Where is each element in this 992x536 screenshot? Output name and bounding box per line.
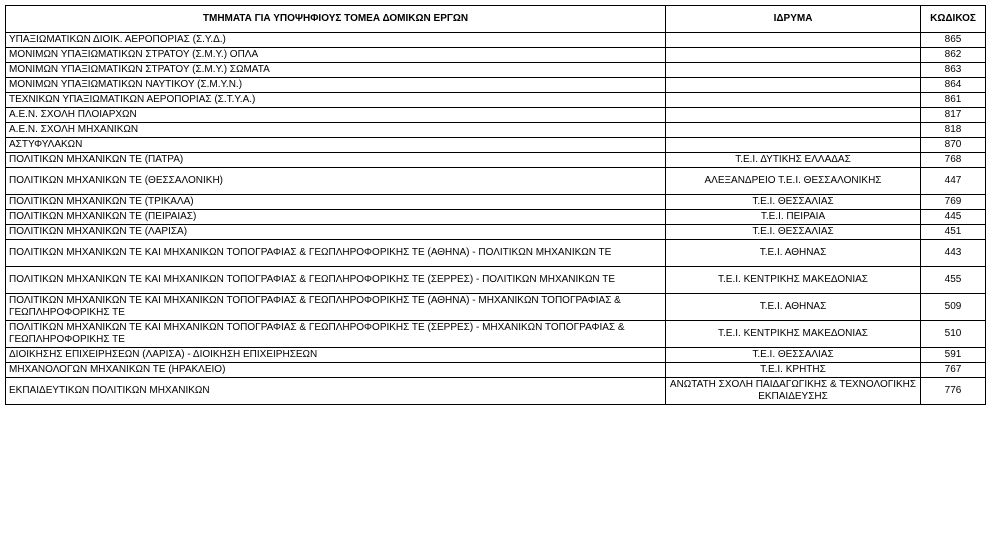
code-cell: 443 (921, 240, 986, 267)
table-row (6, 33, 986, 48)
institution-cell: Τ.Ε.Ι. ΚΕΝΤΡΙΚΗΣ ΜΑΚΕΔΟΝΙΑΣ (666, 321, 921, 348)
code-cell: 776 (921, 378, 986, 405)
code-cell: 865 (921, 33, 986, 48)
code-cell: 767 (921, 363, 986, 378)
code-cell: 451 (921, 225, 986, 240)
code-cell: 861 (921, 93, 986, 108)
code-cell: 510 (921, 321, 986, 348)
department-cell: ΜΟΝΙΜΩΝ ΥΠΑΞΙΩΜΑΤΙΚΩΝ ΣΤΡΑΤΟΥ (Σ.Μ.Υ.) ΣΩΜΑΤΑ (6, 63, 666, 78)
header-row (6, 6, 986, 33)
department-cell: ΥΠΑΞΙΩΜΑΤΙΚΩΝ ΔΙΟΙΚ. ΑΕΡΟΠΟΡΙΑΣ (Σ.Υ.Δ.) (6, 33, 666, 48)
institution-cell (666, 138, 921, 153)
table-row (6, 210, 986, 225)
institution-cell (666, 33, 921, 48)
table-row (6, 123, 986, 138)
department-cell: ΤΕΧΝΙΚΩΝ ΥΠΑΞΙΩΜΑΤΙΚΩΝ ΑΕΡΟΠΟΡΙΑΣ (Σ.Τ.Υ.Α.) (6, 93, 666, 108)
institution-cell (666, 48, 921, 63)
institution-cell: Τ.Ε.Ι. ΚΕΝΤΡΙΚΗΣ ΜΑΚΕΔΟΝΙΑΣ (666, 267, 921, 294)
department-cell: ΠΟΛΙΤΙΚΩΝ ΜΗΧΑΝΙΚΩΝ ΤΕ ΚΑΙ ΜΗΧΑΝΙΚΩΝ ΤΟΠΟΓΡΑΦΙΑΣ & ΓΕΩΠΛΗΡΟΦΟΡΙΚΗΣ ΤΕ (ΑΘΗΝΑ) - ΜΗΧΑΝΙΚΩΝ ΤΟΠΟΓΡΑΦΙΑΣ & ΓΕΩΠΛΗΡΟΦΟΡΙΚΗΣ ΤΕ (6, 294, 666, 321)
header-department: ΤΜΗΜΑΤΑ ΓΙΑ ΥΠΟΨΗΦΙΟΥΣ ΤΟΜΕΑ ΔΟΜΙΚΩΝ ΕΡΓΩΝ (6, 6, 666, 33)
code-cell: 818 (921, 123, 986, 138)
code-cell: 870 (921, 138, 986, 153)
department-cell: ΜΟΝΙΜΩΝ ΥΠΑΞΙΩΜΑΤΙΚΩΝ ΣΤΡΑΤΟΥ (Σ.Μ.Υ.) ΟΠΛΑ (6, 48, 666, 63)
department-cell: ΔΙΟΙΚΗΣΗΣ ΕΠΙΧΕΙΡΗΣΕΩΝ (ΛΑΡΙΣΑ) - ΔΙΟΙΚΗΣΗ ΕΠΙΧΕΙΡΗΣΕΩΝ (6, 348, 666, 363)
institution-cell (666, 123, 921, 138)
table-row (6, 138, 986, 153)
table-row (6, 378, 986, 405)
table-row (6, 240, 986, 267)
table-row (6, 153, 986, 168)
header-code: ΚΩΔΙΚΟΣ (921, 6, 986, 33)
table-row (6, 348, 986, 363)
institution-cell: Τ.Ε.Ι. ΔΥΤΙΚΗΣ ΕΛΛΑΔΑΣ (666, 153, 921, 168)
table-row (6, 294, 986, 321)
institution-cell: Τ.Ε.Ι. ΘΕΣΣΑΛΙΑΣ (666, 225, 921, 240)
table-row (6, 363, 986, 378)
institution-cell: ΑΛΕΞΑΝΔΡΕΙΟ Τ.Ε.Ι. ΘΕΣΣΑΛΟΝΙΚΗΣ (666, 168, 921, 195)
table-row (6, 267, 986, 294)
table-row (6, 321, 986, 348)
code-cell: 455 (921, 267, 986, 294)
institution-cell: Τ.Ε.Ι. ΘΕΣΣΑΛΙΑΣ (666, 195, 921, 210)
departments-table (5, 5, 986, 405)
department-cell: ΕΚΠΑΙΔΕΥΤΙΚΩΝ ΠΟΛΙΤΙΚΩΝ ΜΗΧΑΝΙΚΩΝ (6, 378, 666, 405)
code-cell: 447 (921, 168, 986, 195)
code-cell: 591 (921, 348, 986, 363)
department-cell: ΜΗΧΑΝΟΛΟΓΩΝ ΜΗΧΑΝΙΚΩΝ ΤΕ (ΗΡΑΚΛΕΙΟ) (6, 363, 666, 378)
institution-cell: Τ.Ε.Ι. ΑΘΗΝΑΣ (666, 240, 921, 267)
code-cell: 509 (921, 294, 986, 321)
header-institution: ΙΔΡΥΜΑ (666, 6, 921, 33)
code-cell: 862 (921, 48, 986, 63)
table-row (6, 93, 986, 108)
institution-cell: Τ.Ε.Ι. ΚΡΗΤΗΣ (666, 363, 921, 378)
table-row (6, 108, 986, 123)
table-row (6, 225, 986, 240)
code-cell: 863 (921, 63, 986, 78)
institution-cell: ΑΝΩΤΑΤΗ ΣΧΟΛΗ ΠΑΙΔΑΓΩΓΙΚΗΣ & ΤΕΧΝΟΛΟΓΙΚΗΣ ΕΚΠΑΙΔΕΥΣΗΣ (666, 378, 921, 405)
institution-cell (666, 78, 921, 93)
code-cell: 769 (921, 195, 986, 210)
table-row (6, 48, 986, 63)
department-cell: Α.Ε.Ν. ΣΧΟΛΗ ΠΛΟΙΑΡΧΩΝ (6, 108, 666, 123)
table-row (6, 195, 986, 210)
department-cell: ΠΟΛΙΤΙΚΩΝ ΜΗΧΑΝΙΚΩΝ ΤΕ ΚΑΙ ΜΗΧΑΝΙΚΩΝ ΤΟΠΟΓΡΑΦΙΑΣ & ΓΕΩΠΛΗΡΟΦΟΡΙΚΗΣ ΤΕ (ΣΕΡΡΕΣ) - ΜΗΧΑΝΙΚΩΝ ΤΟΠΟΓΡΑΦΙΑΣ & ΓΕΩΠΛΗΡΟΦΟΡΙΚΗΣ ΤΕ (6, 321, 666, 348)
table-row (6, 78, 986, 93)
institution-cell: Τ.Ε.Ι. ΑΘΗΝΑΣ (666, 294, 921, 321)
code-cell: 864 (921, 78, 986, 93)
department-cell: ΜΟΝΙΜΩΝ ΥΠΑΞΙΩΜΑΤΙΚΩΝ ΝΑΥΤΙΚΟΥ (Σ.Μ.Υ.Ν.) (6, 78, 666, 93)
institution-cell: Τ.Ε.Ι. ΘΕΣΣΑΛΙΑΣ (666, 348, 921, 363)
institution-cell (666, 108, 921, 123)
table-row (6, 168, 986, 195)
table-row (6, 63, 986, 78)
code-cell: 768 (921, 153, 986, 168)
department-cell: ΠΟΛΙΤΙΚΩΝ ΜΗΧΑΝΙΚΩΝ ΤΕ ΚΑΙ ΜΗΧΑΝΙΚΩΝ ΤΟΠΟΓΡΑΦΙΑΣ & ΓΕΩΠΛΗΡΟΦΟΡΙΚΗΣ ΤΕ (ΑΘΗΝΑ) - ΠΟΛΙΤΙΚΩΝ ΜΗΧΑΝΙΚΩΝ ΤΕ (6, 240, 666, 267)
code-cell: 817 (921, 108, 986, 123)
department-cell: ΠΟΛΙΤΙΚΩΝ ΜΗΧΑΝΙΚΩΝ ΤΕ (ΠΑΤΡΑ) (6, 153, 666, 168)
department-cell: ΑΣΤΥΦΥΛΑΚΩΝ (6, 138, 666, 153)
code-cell: 445 (921, 210, 986, 225)
department-cell: ΠΟΛΙΤΙΚΩΝ ΜΗΧΑΝΙΚΩΝ ΤΕ (ΛΑΡΙΣΑ) (6, 225, 666, 240)
department-cell: ΠΟΛΙΤΙΚΩΝ ΜΗΧΑΝΙΚΩΝ ΤΕ (ΤΡΙΚΑΛΑ) (6, 195, 666, 210)
department-cell: ΠΟΛΙΤΙΚΩΝ ΜΗΧΑΝΙΚΩΝ ΤΕ (ΠΕΙΡΑΙΑΣ) (6, 210, 666, 225)
institution-cell (666, 63, 921, 78)
institution-cell: Τ.Ε.Ι. ΠΕΙΡΑΙΑ (666, 210, 921, 225)
department-cell: ΠΟΛΙΤΙΚΩΝ ΜΗΧΑΝΙΚΩΝ ΤΕ (ΘΕΣΣΑΛΟΝΙΚΗ) (6, 168, 666, 195)
department-cell: ΠΟΛΙΤΙΚΩΝ ΜΗΧΑΝΙΚΩΝ ΤΕ ΚΑΙ ΜΗΧΑΝΙΚΩΝ ΤΟΠΟΓΡΑΦΙΑΣ & ΓΕΩΠΛΗΡΟΦΟΡΙΚΗΣ ΤΕ (ΣΕΡΡΕΣ) - ΠΟΛΙΤΙΚΩΝ ΜΗΧΑΝΙΚΩΝ ΤΕ (6, 267, 666, 294)
institution-cell (666, 93, 921, 108)
department-cell: Α.Ε.Ν. ΣΧΟΛΗ ΜΗΧΑΝΙΚΩΝ (6, 123, 666, 138)
